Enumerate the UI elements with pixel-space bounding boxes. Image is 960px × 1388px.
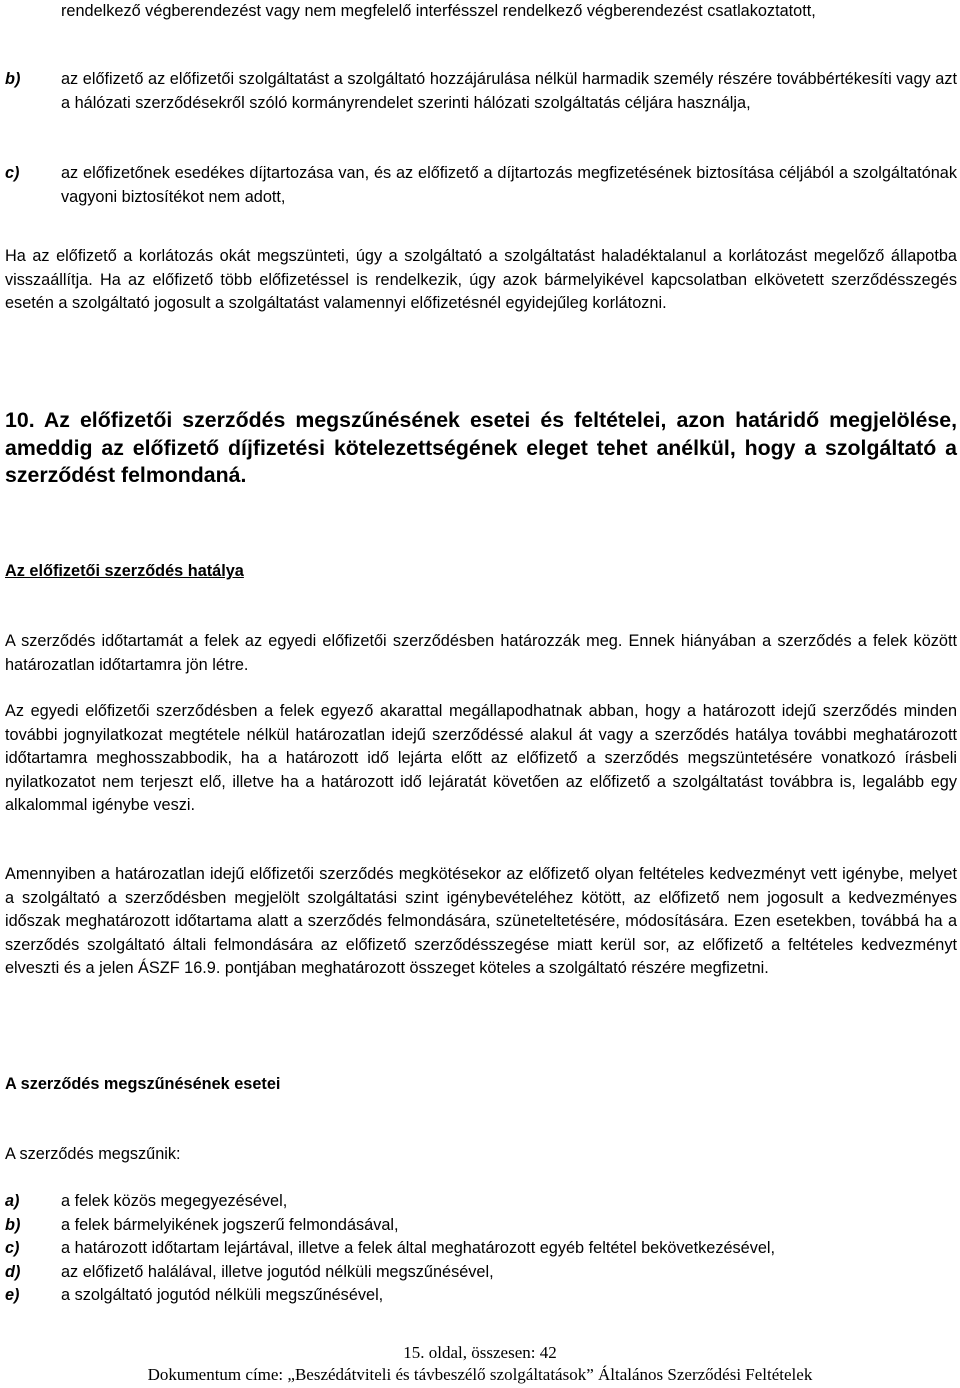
page-number: 15. oldal, összesen: 42 <box>403 1343 557 1362</box>
list-marker: a) <box>5 1192 20 1210</box>
list-item-c <box>5 162 957 209</box>
restriction-paragraph: Ha az előfizető a korlátozás okát megszünteti, úgy a szolgáltató a szolgáltatást haladéktalanul a korlátozást megelőző állapotba visszaállítja. Ha az előfizető több előfizetéssel is rendelkezik, úgy azok bármelyikével kapcsolatban elkövetett szerződésszegés esetén a szolgáltató jogosult a szolgáltatást valamennyi előfizetésnél egyidejűleg korlátozni. <box>5 247 957 312</box>
list-item-text: az előfizető halálával, illetve jogutód nélküli megszűnésével, <box>61 1262 494 1281</box>
list-item-text: a felek bármelyikének jogszerű felmondásával, <box>61 1215 399 1234</box>
section-heading: 10. Az előfizetői szerződés megszűnésének esetei és feltételei, azon határidő megjelölése, ameddig az előfizető díjfizetési kötelezettségének eleget tehet anélkül, hogy a szolgáltató a szerződést felmondaná. <box>5 408 957 487</box>
termination-list <box>5 1190 957 1308</box>
list-marker: c) <box>5 164 20 182</box>
list-item-text: a felek közös megegyezésével, <box>61 1192 288 1210</box>
list-marker: d) <box>5 1262 21 1281</box>
list-marker: e) <box>5 1286 20 1304</box>
list-item <box>5 1190 957 1214</box>
list-item-text: az előfizetőnek esedékes díjtartozása van, és az előfizető a díjtartozás megfizetésének biztosítása céljából a szolgáltatónak vagyoni biztosítékot nem adott, <box>61 164 957 206</box>
list-marker: c) <box>5 1239 20 1257</box>
list-item-text: rendelkező végberendezést vagy nem megfelelő interfésszel rendelkező végberendezést csatlakoztatott, <box>61 2 816 20</box>
paragraph: A szerződés időtartamát a felek az egyedi előfizetői szerződésben határozzák meg. Ennek hiányában a szerződés a felek között határozatlan időtartamra jön létre. <box>5 632 957 674</box>
list-intro: A szerződés megszűnik: <box>5 1145 181 1163</box>
list-item-continuation <box>5 0 957 24</box>
list-item <box>5 1214 957 1238</box>
list-marker: b) <box>5 1215 21 1234</box>
list-item-text: a határozott időtartam lejártával, illetve a felek által meghatározott egyéb feltétel bekövetkezésével, <box>61 1239 776 1257</box>
document-title-footer: Dokumentum címe: „Beszédátviteli és távbeszélő szolgáltatások” Általános Szerződési Feltételek <box>147 1365 813 1384</box>
subsection-title-megszunes: A szerződés megszűnésének esetei <box>5 1075 281 1093</box>
list-item <box>5 1261 957 1285</box>
paragraph: Amennyiben a határozatlan idejű előfizetői szerződés megkötésekor az előfizető olyan feltételes kedvezményt vett igénybe, melyet a szolgáltató a szerződésben megjelölt szolgáltatási szint igénybevételéhez kötött, az előfizető nem jogosult a kedvezményes időszak meghatározott időtartama alatt a szerződés felmondására, szüneteltetésére, módosítására. Ezen esetekben, továbbá ha a szerződés szolgáltató általi felmondására az előfizető szerződésszegése miatt kerül sor, az előfizető a feltételes kedvezményt elveszti és a jelen ÁSZF 16.9. pontjában meghatározott összeget köteles a szolgáltató részére megfizetni. <box>5 865 957 977</box>
list-item <box>5 1284 957 1308</box>
list-item-b <box>5 68 957 115</box>
list-marker: b) <box>5 70 21 88</box>
paragraph: Az egyedi előfizetői szerződésben a felek egyező akarattal megállapodhatnak abban, hogy a határozott idejű szerződés minden további jognyilatkozat megtétele nélkül határozatlan idejű szerződéssé alakul át vagy a szerződés hatálya további meghatározott időtartamra meghosszabbodik, ha a határozott idő lejárta előtt az előfizető a szerződés megszüntetésére vonatkozó írásbeli nyilatkozatot nem terjeszt elő, illetve ha a határozott idő lejáratát követően az előfizető a szolgáltatást továbbra is, legalább egy alkalommal igénybe veszi. <box>5 702 957 814</box>
list-item-text: a szolgáltató jogutód nélküli megszűnésével, <box>61 1286 384 1304</box>
list-item-text: az előfizető az előfizetői szolgáltatást a szolgáltató hozzájárulása nélkül harmadik személy részére továbbértékesíti vagy azt a hálózati szerződésekről szóló kormányrendelet szerinti hálózati szolgáltatás céljára használja, <box>61 70 957 112</box>
list-item <box>5 1237 957 1261</box>
subsection-title-hatalya: Az előfizetői szerződés hatálya <box>5 562 244 580</box>
